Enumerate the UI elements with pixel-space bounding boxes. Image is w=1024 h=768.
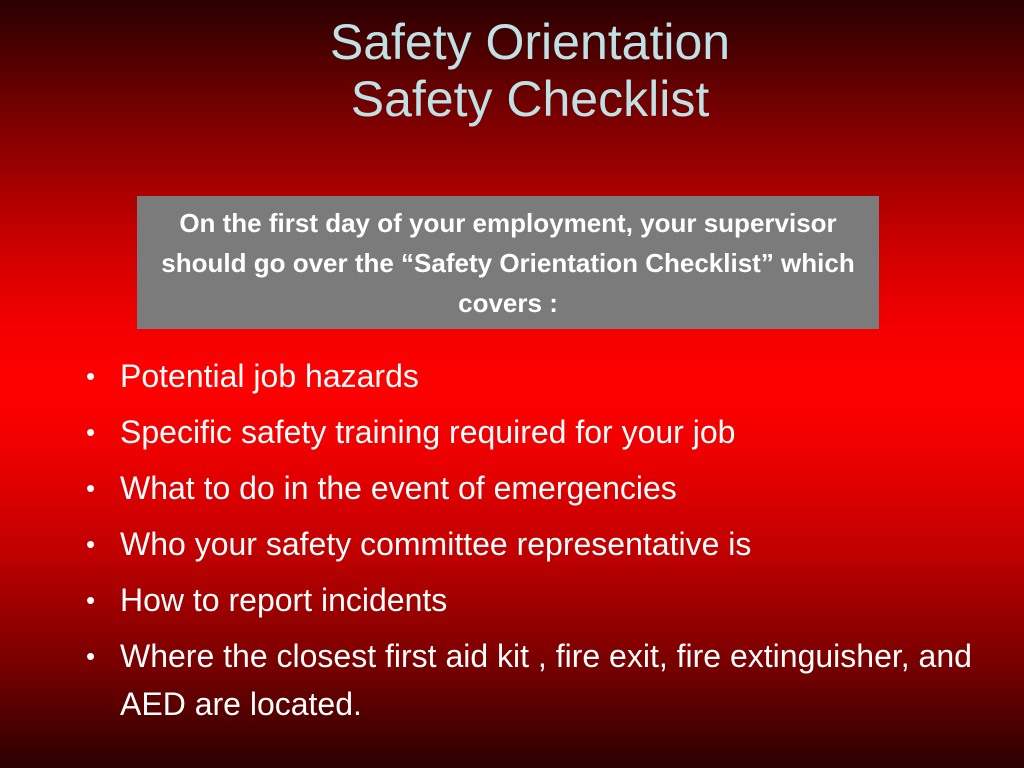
callout-box: On the first day of your employment, your supervisor should go over the “Safety Orientation Checklist” which covers : bbox=[137, 196, 879, 329]
bullet-dot-icon: • bbox=[86, 529, 96, 559]
title-line-2: Safety Checklist bbox=[350, 71, 710, 127]
bullet-item bbox=[86, 520, 986, 568]
bullet-dot-icon: • bbox=[86, 641, 96, 671]
bullet-text: Specific safety training required for your job bbox=[120, 414, 736, 450]
bullet-item bbox=[86, 632, 986, 728]
bullet-text: Potential job hazards bbox=[120, 358, 419, 394]
bullet-list bbox=[86, 352, 986, 736]
bullet-dot-icon: • bbox=[86, 473, 96, 503]
bullet-item bbox=[86, 352, 986, 400]
bullet-text: Who your safety committee representative is bbox=[120, 526, 752, 562]
bullet-dot-icon: • bbox=[86, 361, 96, 391]
bullet-text: Where the closest first aid kit , fire exit, fire extinguisher, and AED are located. bbox=[120, 638, 972, 722]
bullet-dot-icon: • bbox=[86, 585, 96, 615]
bullet-text: How to report incidents bbox=[120, 582, 448, 618]
bullet-item bbox=[86, 408, 986, 456]
bullet-item bbox=[86, 576, 986, 624]
slide-title bbox=[0, 14, 1024, 128]
bullet-item bbox=[86, 464, 986, 512]
bullet-text: What to do in the event of emergencies bbox=[120, 470, 677, 506]
title-line-1: Safety Orientation bbox=[329, 14, 731, 70]
bullet-dot-icon: • bbox=[86, 417, 96, 447]
